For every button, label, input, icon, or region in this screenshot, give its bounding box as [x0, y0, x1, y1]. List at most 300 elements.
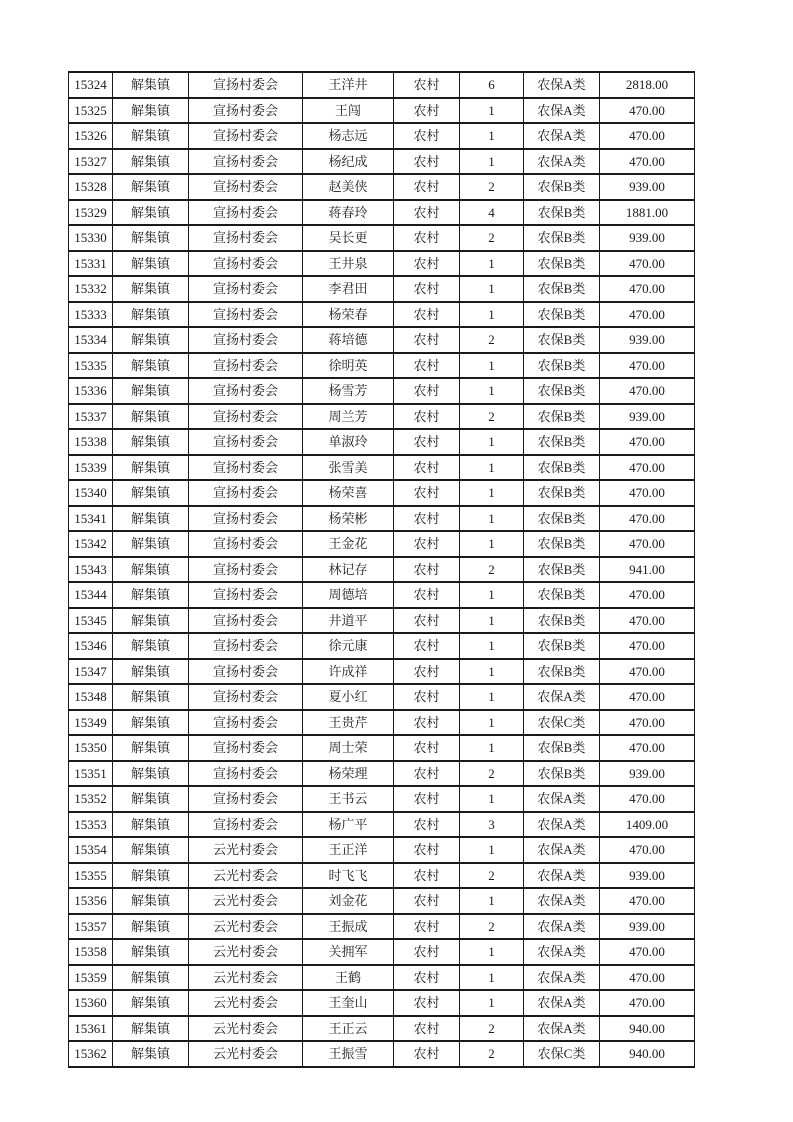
cell-town: 解集镇: [113, 200, 189, 226]
cell-amount: 470.00: [600, 429, 695, 455]
table-row: [69, 404, 695, 430]
cell-id: 15324: [69, 72, 113, 98]
cell-village: 云光村委会: [189, 1016, 303, 1042]
cell-town: 解集镇: [113, 812, 189, 838]
cell-amount: 939.00: [600, 863, 695, 889]
cell-id: 15347: [69, 659, 113, 685]
table-row: [69, 582, 695, 608]
cell-residence: 农村: [394, 557, 460, 583]
cell-category: 农保B类: [524, 251, 600, 277]
cell-village: 宣扬村委会: [189, 786, 303, 812]
cell-village: 宣扬村委会: [189, 659, 303, 685]
table-row: [69, 735, 695, 761]
cell-amount: 939.00: [600, 225, 695, 251]
cell-category: 农保B类: [524, 276, 600, 302]
table-row: [69, 378, 695, 404]
cell-town: 解集镇: [113, 710, 189, 736]
cell-id: 15337: [69, 404, 113, 430]
cell-residence: 农村: [394, 378, 460, 404]
cell-village: 云光村委会: [189, 914, 303, 940]
cell-id: 15359: [69, 965, 113, 991]
cell-amount: 939.00: [600, 761, 695, 787]
table-body: [69, 72, 695, 1067]
cell-category: 农保B类: [524, 480, 600, 506]
cell-town: 解集镇: [113, 455, 189, 481]
cell-town: 解集镇: [113, 506, 189, 532]
cell-name: 时飞飞: [303, 863, 394, 889]
cell-category: 农保A类: [524, 863, 600, 889]
cell-town: 解集镇: [113, 302, 189, 328]
cell-count: 2: [460, 174, 524, 200]
cell-id: 15339: [69, 455, 113, 481]
cell-count: 1: [460, 506, 524, 532]
cell-amount: 470.00: [600, 837, 695, 863]
cell-village: 云光村委会: [189, 1041, 303, 1067]
cell-village: 云光村委会: [189, 939, 303, 965]
cell-id: 15356: [69, 888, 113, 914]
cell-residence: 农村: [394, 761, 460, 787]
cell-village: 宣扬村委会: [189, 633, 303, 659]
cell-town: 解集镇: [113, 1016, 189, 1042]
cell-count: 1: [460, 684, 524, 710]
table-row: [69, 72, 695, 98]
table-row: [69, 939, 695, 965]
cell-town: 解集镇: [113, 633, 189, 659]
cell-category: 农保B类: [524, 302, 600, 328]
cell-category: 农保B类: [524, 633, 600, 659]
cell-category: 农保A类: [524, 684, 600, 710]
cell-name: 杨志远: [303, 123, 394, 149]
cell-category: 农保A类: [524, 812, 600, 838]
cell-category: 农保A类: [524, 786, 600, 812]
cell-residence: 农村: [394, 608, 460, 634]
cell-amount: 470.00: [600, 251, 695, 277]
cell-village: 宣扬村委会: [189, 455, 303, 481]
cell-count: 1: [460, 455, 524, 481]
cell-village: 宣扬村委会: [189, 302, 303, 328]
cell-category: 农保B类: [524, 353, 600, 379]
cell-village: 宣扬村委会: [189, 251, 303, 277]
cell-amount: 941.00: [600, 557, 695, 583]
cell-name: 杨雪芳: [303, 378, 394, 404]
table-row: [69, 149, 695, 175]
cell-category: 农保A类: [524, 1016, 600, 1042]
cell-village: 宣扬村委会: [189, 98, 303, 124]
cell-town: 解集镇: [113, 327, 189, 353]
cell-village: 宣扬村委会: [189, 429, 303, 455]
table-row: [69, 429, 695, 455]
cell-amount: 470.00: [600, 531, 695, 557]
cell-name: 吴长更: [303, 225, 394, 251]
cell-village: 宣扬村委会: [189, 225, 303, 251]
cell-amount: 470.00: [600, 353, 695, 379]
cell-name: 王洋井: [303, 72, 394, 98]
cell-amount: 1881.00: [600, 200, 695, 226]
cell-count: 2: [460, 1016, 524, 1042]
cell-count: 2: [460, 404, 524, 430]
cell-residence: 农村: [394, 98, 460, 124]
cell-amount: 470.00: [600, 149, 695, 175]
cell-village: 宣扬村委会: [189, 480, 303, 506]
cell-town: 解集镇: [113, 939, 189, 965]
cell-amount: 940.00: [600, 1016, 695, 1042]
cell-residence: 农村: [394, 837, 460, 863]
cell-amount: 470.00: [600, 608, 695, 634]
cell-village: 宣扬村委会: [189, 735, 303, 761]
cell-id: 15341: [69, 506, 113, 532]
cell-count: 1: [460, 123, 524, 149]
cell-count: 6: [460, 72, 524, 98]
cell-amount: 470.00: [600, 888, 695, 914]
cell-category: 农保B类: [524, 225, 600, 251]
table-row: [69, 251, 695, 277]
cell-id: 15350: [69, 735, 113, 761]
cell-amount: 470.00: [600, 123, 695, 149]
cell-residence: 农村: [394, 914, 460, 940]
cell-id: 15354: [69, 837, 113, 863]
cell-category: 农保B类: [524, 761, 600, 787]
cell-name: 王奎山: [303, 990, 394, 1016]
cell-count: 3: [460, 812, 524, 838]
cell-count: 1: [460, 429, 524, 455]
cell-residence: 农村: [394, 404, 460, 430]
cell-id: 15358: [69, 939, 113, 965]
cell-id: 15331: [69, 251, 113, 277]
table-row: [69, 455, 695, 481]
cell-town: 解集镇: [113, 404, 189, 430]
cell-name: 王正洋: [303, 837, 394, 863]
cell-amount: 470.00: [600, 659, 695, 685]
cell-amount: 470.00: [600, 965, 695, 991]
cell-count: 1: [460, 531, 524, 557]
table-row: [69, 302, 695, 328]
cell-residence: 农村: [394, 684, 460, 710]
cell-town: 解集镇: [113, 786, 189, 812]
cell-town: 解集镇: [113, 608, 189, 634]
cell-name: 关拥军: [303, 939, 394, 965]
cell-village: 宣扬村委会: [189, 149, 303, 175]
cell-count: 1: [460, 888, 524, 914]
cell-name: 王书云: [303, 786, 394, 812]
cell-town: 解集镇: [113, 429, 189, 455]
cell-town: 解集镇: [113, 149, 189, 175]
cell-category: 农保B类: [524, 455, 600, 481]
cell-residence: 农村: [394, 149, 460, 175]
cell-id: 15335: [69, 353, 113, 379]
cell-id: 15353: [69, 812, 113, 838]
cell-residence: 农村: [394, 327, 460, 353]
table-row: [69, 174, 695, 200]
cell-count: 1: [460, 302, 524, 328]
cell-id: 15343: [69, 557, 113, 583]
cell-id: 15342: [69, 531, 113, 557]
cell-town: 解集镇: [113, 914, 189, 940]
cell-town: 解集镇: [113, 1041, 189, 1067]
table-row: [69, 98, 695, 124]
cell-residence: 农村: [394, 200, 460, 226]
cell-town: 解集镇: [113, 965, 189, 991]
cell-residence: 农村: [394, 1016, 460, 1042]
cell-name: 王正云: [303, 1016, 394, 1042]
cell-category: 农保A类: [524, 888, 600, 914]
cell-name: 王闯: [303, 98, 394, 124]
cell-name: 王金花: [303, 531, 394, 557]
cell-amount: 470.00: [600, 302, 695, 328]
cell-town: 解集镇: [113, 990, 189, 1016]
cell-count: 1: [460, 659, 524, 685]
cell-name: 杨广平: [303, 812, 394, 838]
cell-residence: 农村: [394, 659, 460, 685]
cell-category: 农保A类: [524, 123, 600, 149]
cell-name: 周士荣: [303, 735, 394, 761]
cell-village: 宣扬村委会: [189, 200, 303, 226]
cell-amount: 470.00: [600, 710, 695, 736]
table-row: [69, 990, 695, 1016]
cell-id: 15340: [69, 480, 113, 506]
cell-id: 15329: [69, 200, 113, 226]
cell-name: 徐元康: [303, 633, 394, 659]
cell-category: 农保C类: [524, 710, 600, 736]
cell-amount: 470.00: [600, 684, 695, 710]
cell-name: 王贵芹: [303, 710, 394, 736]
cell-id: 15344: [69, 582, 113, 608]
cell-name: 王振成: [303, 914, 394, 940]
table-row: [69, 506, 695, 532]
cell-count: 1: [460, 276, 524, 302]
cell-id: 15360: [69, 990, 113, 1016]
cell-category: 农保B类: [524, 506, 600, 532]
cell-name: 蒋春玲: [303, 200, 394, 226]
table-row: [69, 965, 695, 991]
cell-count: 2: [460, 557, 524, 583]
cell-amount: 470.00: [600, 735, 695, 761]
cell-id: 15345: [69, 608, 113, 634]
cell-category: 农保B类: [524, 557, 600, 583]
cell-town: 解集镇: [113, 863, 189, 889]
cell-village: 宣扬村委会: [189, 684, 303, 710]
cell-residence: 农村: [394, 633, 460, 659]
table-row: [69, 557, 695, 583]
cell-amount: 470.00: [600, 276, 695, 302]
cell-residence: 农村: [394, 1041, 460, 1067]
cell-town: 解集镇: [113, 225, 189, 251]
cell-residence: 农村: [394, 174, 460, 200]
cell-count: 1: [460, 710, 524, 736]
cell-residence: 农村: [394, 429, 460, 455]
cell-count: 2: [460, 327, 524, 353]
cell-residence: 农村: [394, 251, 460, 277]
table-row: [69, 608, 695, 634]
cell-residence: 农村: [394, 455, 460, 481]
cell-category: 农保B类: [524, 378, 600, 404]
cell-village: 宣扬村委会: [189, 378, 303, 404]
cell-village: 云光村委会: [189, 965, 303, 991]
cell-town: 解集镇: [113, 98, 189, 124]
cell-category: 农保B类: [524, 735, 600, 761]
cell-name: 许成祥: [303, 659, 394, 685]
cell-id: 15336: [69, 378, 113, 404]
cell-name: 刘金花: [303, 888, 394, 914]
cell-town: 解集镇: [113, 480, 189, 506]
cell-village: 宣扬村委会: [189, 506, 303, 532]
cell-residence: 农村: [394, 225, 460, 251]
cell-id: 15325: [69, 98, 113, 124]
table-row: [69, 327, 695, 353]
cell-count: 1: [460, 378, 524, 404]
cell-residence: 农村: [394, 939, 460, 965]
cell-name: 赵美侠: [303, 174, 394, 200]
cell-town: 解集镇: [113, 123, 189, 149]
table-row: [69, 761, 695, 787]
table-row: [69, 225, 695, 251]
cell-town: 解集镇: [113, 888, 189, 914]
cell-town: 解集镇: [113, 174, 189, 200]
table-row: [69, 914, 695, 940]
cell-name: 李君田: [303, 276, 394, 302]
cell-name: 井道平: [303, 608, 394, 634]
cell-category: 农保B类: [524, 174, 600, 200]
cell-id: 15328: [69, 174, 113, 200]
cell-amount: 1409.00: [600, 812, 695, 838]
cell-residence: 农村: [394, 276, 460, 302]
cell-category: 农保B类: [524, 531, 600, 557]
cell-name: 杨荣喜: [303, 480, 394, 506]
cell-count: 1: [460, 786, 524, 812]
cell-count: 1: [460, 149, 524, 175]
cell-category: 农保B类: [524, 582, 600, 608]
cell-name: 王振雪: [303, 1041, 394, 1067]
cell-id: 15330: [69, 225, 113, 251]
cell-town: 解集镇: [113, 72, 189, 98]
table-row: [69, 1016, 695, 1042]
cell-name: 周兰芳: [303, 404, 394, 430]
table-row: [69, 200, 695, 226]
table-row: [69, 863, 695, 889]
cell-id: 15348: [69, 684, 113, 710]
cell-town: 解集镇: [113, 276, 189, 302]
cell-village: 宣扬村委会: [189, 608, 303, 634]
cell-category: 农保A类: [524, 72, 600, 98]
table-row: [69, 276, 695, 302]
cell-village: 宣扬村委会: [189, 761, 303, 787]
cell-count: 1: [460, 608, 524, 634]
cell-count: 2: [460, 761, 524, 787]
cell-amount: 470.00: [600, 98, 695, 124]
cell-id: 15352: [69, 786, 113, 812]
cell-village: 宣扬村委会: [189, 812, 303, 838]
cell-residence: 农村: [394, 710, 460, 736]
cell-residence: 农村: [394, 302, 460, 328]
table-row: [69, 1041, 695, 1067]
cell-name: 杨纪成: [303, 149, 394, 175]
cell-count: 1: [460, 939, 524, 965]
cell-amount: 940.00: [600, 1041, 695, 1067]
cell-amount: 470.00: [600, 786, 695, 812]
cell-amount: 939.00: [600, 914, 695, 940]
table-row: [69, 710, 695, 736]
cell-category: 农保B类: [524, 404, 600, 430]
cell-amount: 470.00: [600, 506, 695, 532]
cell-category: 农保A类: [524, 98, 600, 124]
cell-town: 解集镇: [113, 684, 189, 710]
cell-residence: 农村: [394, 123, 460, 149]
cell-name: 杨荣春: [303, 302, 394, 328]
table-row: [69, 786, 695, 812]
cell-count: 2: [460, 863, 524, 889]
cell-name: 王井泉: [303, 251, 394, 277]
cell-village: 宣扬村委会: [189, 174, 303, 200]
cell-residence: 农村: [394, 531, 460, 557]
cell-name: 蒋培德: [303, 327, 394, 353]
cell-residence: 农村: [394, 582, 460, 608]
cell-residence: 农村: [394, 990, 460, 1016]
cell-residence: 农村: [394, 72, 460, 98]
table-row: [69, 837, 695, 863]
table-row: [69, 480, 695, 506]
cell-residence: 农村: [394, 888, 460, 914]
cell-category: 农保A类: [524, 939, 600, 965]
cell-category: 农保A类: [524, 914, 600, 940]
cell-name: 单淑玲: [303, 429, 394, 455]
cell-category: 农保A类: [524, 149, 600, 175]
cell-amount: 470.00: [600, 480, 695, 506]
cell-category: 农保B类: [524, 608, 600, 634]
cell-town: 解集镇: [113, 531, 189, 557]
cell-count: 2: [460, 1041, 524, 1067]
cell-id: 15357: [69, 914, 113, 940]
cell-count: 1: [460, 735, 524, 761]
cell-residence: 农村: [394, 353, 460, 379]
cell-amount: 470.00: [600, 455, 695, 481]
cell-name: 徐明英: [303, 353, 394, 379]
cell-town: 解集镇: [113, 378, 189, 404]
cell-town: 解集镇: [113, 659, 189, 685]
cell-village: 云光村委会: [189, 888, 303, 914]
cell-town: 解集镇: [113, 353, 189, 379]
cell-village: 云光村委会: [189, 863, 303, 889]
cell-village: 宣扬村委会: [189, 327, 303, 353]
cell-village: 宣扬村委会: [189, 72, 303, 98]
cell-name: 杨荣理: [303, 761, 394, 787]
cell-id: 15362: [69, 1041, 113, 1067]
cell-count: 2: [460, 225, 524, 251]
cell-village: 宣扬村委会: [189, 404, 303, 430]
cell-village: 宣扬村委会: [189, 582, 303, 608]
cell-residence: 农村: [394, 735, 460, 761]
cell-amount: 470.00: [600, 378, 695, 404]
cell-amount: 939.00: [600, 174, 695, 200]
cell-count: 1: [460, 582, 524, 608]
cell-id: 15351: [69, 761, 113, 787]
table-row: [69, 123, 695, 149]
cell-amount: 470.00: [600, 633, 695, 659]
cell-name: 夏小红: [303, 684, 394, 710]
cell-id: 15327: [69, 149, 113, 175]
cell-id: 15346: [69, 633, 113, 659]
cell-id: 15326: [69, 123, 113, 149]
cell-village: 宣扬村委会: [189, 123, 303, 149]
cell-town: 解集镇: [113, 582, 189, 608]
cell-village: 宣扬村委会: [189, 353, 303, 379]
cell-count: 1: [460, 480, 524, 506]
cell-name: 周德培: [303, 582, 394, 608]
cell-residence: 农村: [394, 812, 460, 838]
cell-residence: 农村: [394, 506, 460, 532]
cell-residence: 农村: [394, 863, 460, 889]
cell-village: 云光村委会: [189, 990, 303, 1016]
cell-category: 农保C类: [524, 1041, 600, 1067]
cell-category: 农保B类: [524, 200, 600, 226]
